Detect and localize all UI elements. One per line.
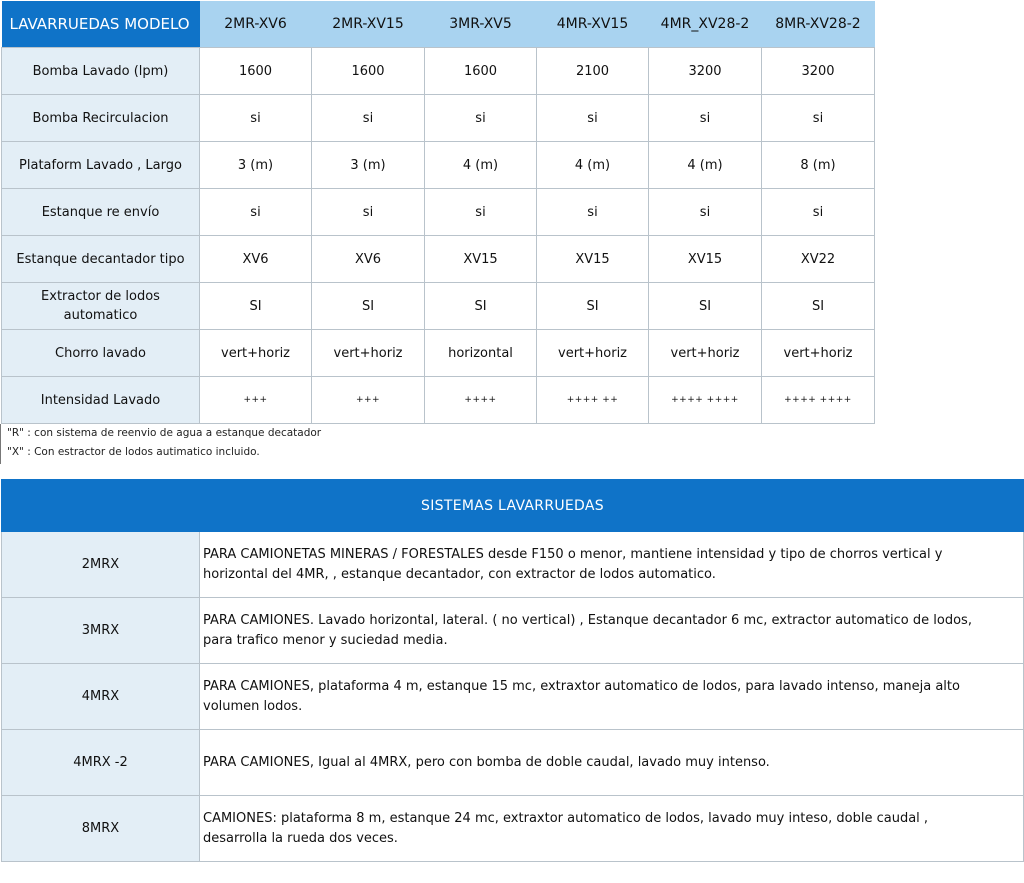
footnote: "X" : Con estractor de lodos autimatico incluido.: [7, 446, 260, 458]
table-row: [2, 330, 875, 377]
model-header: 2MR-XV15: [312, 1, 425, 48]
system-code: 2MRX: [2, 532, 200, 598]
row-label: Bomba Lavado (lpm): [2, 48, 200, 95]
model-header: 4MR-XV15: [537, 1, 649, 48]
spec-cell: 3 (m): [312, 142, 425, 189]
spec-cell: si: [762, 189, 875, 236]
spec-cell: horizontal: [425, 330, 537, 377]
row-label: Estanque decantador tipo: [2, 236, 200, 283]
model-header: 4MR_XV28-2: [649, 1, 762, 48]
spec-cell: XV15: [537, 236, 649, 283]
spec-cell: 8 (m): [762, 142, 875, 189]
model-header: 2MR-XV6: [200, 1, 312, 48]
table-row: [2, 796, 1024, 862]
table-row: [2, 730, 1024, 796]
spec-cell: XV15: [649, 236, 762, 283]
row-label: Chorro lavado: [2, 330, 200, 377]
footnote: "R" : con sistema de reenvio de agua a estanque decatador: [7, 427, 322, 439]
row-label: Plataform Lavado , Largo: [2, 142, 200, 189]
spec-cell: 4 (m): [425, 142, 537, 189]
spec-cell: SI: [200, 283, 312, 330]
spec-cell: 3200: [649, 48, 762, 95]
system-code: 3MRX: [2, 598, 200, 664]
spec-cell: +++: [312, 377, 425, 424]
spec-cell: 2100: [537, 48, 649, 95]
table-row: [2, 532, 1024, 598]
systems-table: [1, 479, 1024, 862]
spec-cell: si: [649, 189, 762, 236]
table-row: [2, 142, 875, 189]
system-description: PARA CAMIONETAS MINERAS / FORESTALES desde F150 o menor, mantiene intensidad y tipo de chorros vertical y horizontal del 4MR, , estanque decantador, con extractor de lodos automatico.: [200, 532, 1024, 598]
spec-cell: si: [537, 95, 649, 142]
spec-cell: vert+horiz: [312, 330, 425, 377]
table-row: [2, 377, 875, 424]
spec-cell: +++: [200, 377, 312, 424]
systems-header-row: [2, 480, 1024, 532]
spec-cell: vert+horiz: [762, 330, 875, 377]
spec-cell: 3200: [762, 48, 875, 95]
spec-cell: 1600: [200, 48, 312, 95]
spec-cell: 3 (m): [200, 142, 312, 189]
system-code: 4MRX: [2, 664, 200, 730]
spec-cell: 4 (m): [649, 142, 762, 189]
spec-cell: si: [649, 95, 762, 142]
row-label: Intensidad Lavado: [2, 377, 200, 424]
spec-cell: SI: [649, 283, 762, 330]
row-label: Extractor de lodos automatico: [2, 283, 200, 330]
spec-cell: XV15: [425, 236, 537, 283]
specs-table: [1, 1, 875, 424]
spec-cell: XV22: [762, 236, 875, 283]
spec-cell: ++++ ++++: [762, 377, 875, 424]
spec-cell: vert+horiz: [537, 330, 649, 377]
row-label: Estanque re envío: [2, 189, 200, 236]
spec-cell: si: [762, 95, 875, 142]
table-row: [2, 236, 875, 283]
system-description: PARA CAMIONES. Lavado horizontal, lateral. ( no vertical) , Estanque decantador 6 mc, extractor automatico de lodos, para trafico menor y suciedad media.: [200, 598, 1024, 664]
system-description: PARA CAMIONES, Igual al 4MRX, pero con bomba de doble caudal, lavado muy intenso.: [200, 730, 1024, 796]
spec-cell: si: [425, 189, 537, 236]
specs-header-row: [2, 1, 875, 48]
spec-cell: SI: [312, 283, 425, 330]
system-code: 4MRX -2: [2, 730, 200, 796]
specs-corner-header: LAVARRUEDAS MODELO: [2, 1, 200, 48]
spec-cell: ++++ ++++: [649, 377, 762, 424]
spec-cell: 4 (m): [537, 142, 649, 189]
spec-cell: SI: [425, 283, 537, 330]
spec-cell: SI: [762, 283, 875, 330]
spec-cell: 1600: [312, 48, 425, 95]
table-row: [2, 189, 875, 236]
table-row: [2, 48, 875, 95]
spec-cell: si: [312, 95, 425, 142]
spec-cell: si: [312, 189, 425, 236]
table-row: [2, 283, 875, 330]
spec-cell: si: [200, 95, 312, 142]
spec-cell: SI: [537, 283, 649, 330]
systems-title: SISTEMAS LAVARRUEDAS: [2, 480, 1024, 532]
spec-cell: si: [200, 189, 312, 236]
spec-cell: ++++: [425, 377, 537, 424]
table-row: [2, 664, 1024, 730]
footnotes: [0, 424, 321, 464]
system-code: 8MRX: [2, 796, 200, 862]
system-description: CAMIONES: plataforma 8 m, estanque 24 mc, extraxtor automatico de lodos, lavado muy inteso, doble caudal , desarrolla la rueda dos veces.: [200, 796, 1024, 862]
spec-cell: 1600: [425, 48, 537, 95]
row-label: Bomba Recirculacion: [2, 95, 200, 142]
spec-cell: si: [425, 95, 537, 142]
model-header: 3MR-XV5: [425, 1, 537, 48]
spec-cell: vert+horiz: [649, 330, 762, 377]
table-row: [2, 598, 1024, 664]
table-row: [2, 95, 875, 142]
system-description: PARA CAMIONES, plataforma 4 m, estanque 15 mc, extraxtor automatico de lodos, para lavado intenso, maneja alto volumen lodos.: [200, 664, 1024, 730]
spec-cell: si: [537, 189, 649, 236]
spec-cell: XV6: [312, 236, 425, 283]
spec-cell: XV6: [200, 236, 312, 283]
spec-cell: vert+horiz: [200, 330, 312, 377]
model-header: 8MR-XV28-2: [762, 1, 875, 48]
spec-cell: ++++ ++: [537, 377, 649, 424]
